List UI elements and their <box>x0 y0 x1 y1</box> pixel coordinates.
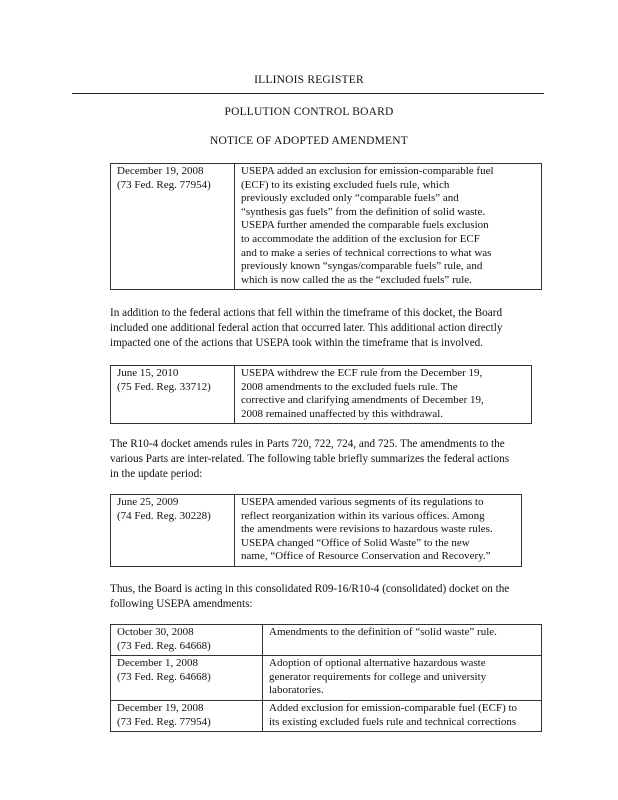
date-cell <box>111 656 263 701</box>
description-line: name, “Office of Resource Conservation and Recovery.” <box>241 550 491 563</box>
board-title: POLLUTION CONTROL BOARD <box>224 106 394 118</box>
description-line: “synthesis gas fuels” from the definition of solid waste. <box>241 205 486 218</box>
description-line: previously known “syngas/comparable fuels” rule, and <box>241 260 483 273</box>
description-line: Added exclusion for emission-comparable fuel (ECF) to <box>269 701 518 714</box>
table-row <box>111 164 542 290</box>
description-line: 2008 remained unaffected by this withdrawal. <box>241 407 444 420</box>
action-date: October 30, 2008 <box>117 626 194 638</box>
paragraph-r10-4-docket <box>110 437 542 482</box>
notice-title: NOTICE OF ADOPTED AMENDMENT <box>209 135 409 147</box>
description-line: the amendments were revisions to hazardous waste rules. <box>241 523 493 536</box>
paragraph-consolidated-docket <box>110 582 542 612</box>
register-title: ILLINOIS REGISTER <box>254 74 364 86</box>
description-cell <box>263 656 542 701</box>
description-line: 2008 amendments to the excluded fuels rule. The <box>241 380 458 393</box>
description-line: (ECF) to its existing excluded fuels rule, which <box>241 178 450 191</box>
federal-actions-table-3 <box>110 494 522 567</box>
description-cell <box>263 700 542 731</box>
description-line: to accommodate the addition of the exclusion for ECF <box>241 232 480 245</box>
description-line: USEPA further amended the comparable fuels exclusion <box>241 219 489 232</box>
paragraph-line: The R10-4 docket amends rules in Parts 720, 722, 724, and 725. The amendments to the <box>110 438 505 450</box>
date-cell <box>111 625 263 656</box>
description-line: USEPA changed “Office of Solid Waste” to the new <box>241 536 470 549</box>
paragraph-line: following USEPA amendments: <box>110 598 253 610</box>
description-line: corrective and clarifying amendments of December 19, <box>241 394 484 407</box>
federal-actions-table-2 <box>110 365 532 424</box>
paragraph-line: In addition to the federal actions that fell within the timeframe of this docket, the Board <box>110 307 503 319</box>
description-line: Amendments to the definition of “solid waste” rule. <box>269 626 497 638</box>
description-cell <box>235 164 542 290</box>
paragraph-line: impacted one of the actions that USEPA took within the timeframe that is involved. <box>110 337 484 349</box>
date-cell <box>111 495 235 567</box>
description-line: Adoption of optional alternative hazardous waste <box>269 657 486 670</box>
paragraph-additional-action <box>110 306 542 351</box>
date-cell <box>111 366 235 424</box>
fed-reg-cite: (73 Fed. Reg. 64668) <box>117 670 211 683</box>
table-row <box>111 366 532 424</box>
action-date: June 25, 2009 <box>117 496 179 508</box>
description-cell <box>235 495 522 567</box>
action-date: December 1, 2008 <box>117 657 198 670</box>
action-date: December 19, 2008 <box>117 701 204 714</box>
description-line: generator requirements for college and university <box>269 670 487 683</box>
description-cell <box>235 366 532 424</box>
paragraph-line: included one additional federal action that occurred later. This additional action directly <box>110 322 503 334</box>
fed-reg-cite: (73 Fed. Reg. 77954) <box>117 178 211 191</box>
description-line: USEPA amended various segments of its regulations to <box>241 496 484 508</box>
fed-reg-cite: (73 Fed. Reg. 77954) <box>117 715 211 728</box>
fed-reg-cite: (73 Fed. Reg. 64668) <box>117 639 211 652</box>
table-row <box>111 495 522 567</box>
table-row <box>111 625 542 656</box>
federal-actions-table-1 <box>110 163 542 290</box>
table-row <box>111 700 542 731</box>
description-cell <box>263 625 542 656</box>
description-line: laboratories. <box>269 684 324 697</box>
description-line: and to make a series of technical corrections to what was <box>241 246 492 259</box>
action-date: June 15, 2010 <box>117 367 179 379</box>
paragraph-line: various Parts are inter-related. The following table briefly summarizes the federal actions <box>110 453 510 465</box>
paragraph-line: in the update period: <box>110 468 203 480</box>
date-cell <box>111 164 235 290</box>
date-cell <box>111 700 263 731</box>
header-rule <box>72 93 544 94</box>
federal-actions-table-4 <box>110 624 542 732</box>
description-line: USEPA withdrew the ECF rule from the December 19, <box>241 367 483 379</box>
description-line: which is now called the as the “excluded fuels” rule. <box>241 273 472 286</box>
fed-reg-cite: (75 Fed. Reg. 33712) <box>117 380 211 393</box>
description-line: previously excluded only “comparable fuels” and <box>241 192 459 205</box>
action-date: December 19, 2008 <box>117 165 204 177</box>
table-row <box>111 656 542 701</box>
description-line: reflect reorganization within its various offices. Among <box>241 509 485 522</box>
paragraph-line: Thus, the Board is acting in this consolidated R09-16/R10-4 (consolidated) docket on the <box>110 583 510 595</box>
description-line: its existing excluded fuels rule and technical corrections <box>269 715 517 728</box>
description-line: USEPA added an exclusion for emission-comparable fuel <box>241 165 494 177</box>
fed-reg-cite: (74 Fed. Reg. 30228) <box>117 509 211 522</box>
